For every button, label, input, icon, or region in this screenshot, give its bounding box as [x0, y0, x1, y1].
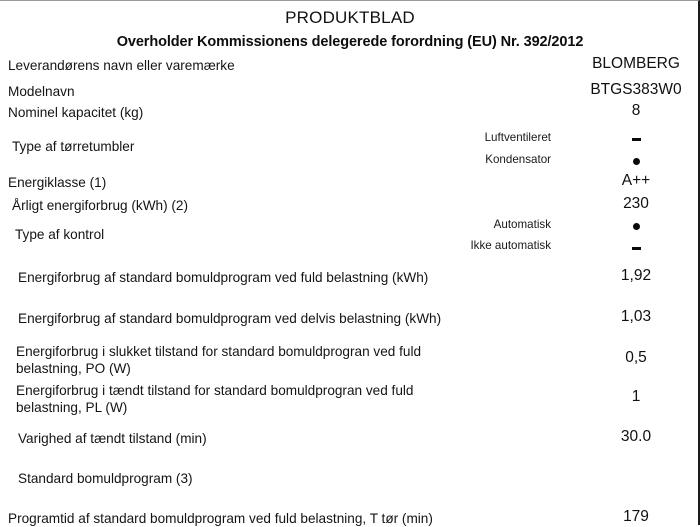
row-value-capacity: 8 [631, 102, 641, 119]
sublabel-condenser: Kondensator [485, 153, 551, 166]
row-label-annual-energy: Årligt energiforbrug (kWh) (2) [12, 198, 189, 213]
row-label-model: Modelnavn [8, 84, 75, 99]
marker-automatic [586, 220, 686, 234]
row-value-program-time-full: 179 [623, 508, 649, 525]
row-value-energy-full: 1,92 [620, 267, 652, 284]
row-label-energy-class: Energiklasse (1) [8, 175, 107, 190]
sublabel-non-automatic: Ikke automatisk [470, 239, 551, 252]
sublabel-automatic: Automatisk [493, 218, 551, 231]
row-value-energy-on-mode: 1 [631, 388, 641, 405]
row-value-on-mode-duration: 30.0 [620, 428, 652, 445]
marker-non-automatic [586, 242, 686, 256]
row-label-on-mode-duration: Varighed af tændt tilstand (min) [18, 431, 207, 446]
dash-icon [632, 138, 641, 141]
row-value-annual-energy: 230 [623, 195, 649, 212]
row-label-program-time-full: Programtid af standard bomuldprogram ved fuld belastning, T tør (min) [8, 511, 433, 526]
marker-air-vented [586, 133, 686, 147]
row-label-supplier: Leverandørens navn eller varemærke [8, 58, 235, 73]
row-value-energy-class: A++ [621, 172, 651, 189]
row-label-energy-partial: Energiforbrug af standard bomuldprogram ved delvis belastning (kWh) [18, 311, 442, 326]
row-label-energy-on-mode: Energiforbrug i tændt tilstand for standard bomuldprogran ved fuld belastning, PL (W) [16, 383, 418, 415]
dash-icon [632, 247, 641, 250]
dot-icon [633, 158, 640, 165]
row-value-supplier: BLOMBERG [592, 55, 680, 72]
row-value-energy-partial: 1,03 [620, 308, 652, 325]
regulation-subtitle: Overholder Kommissionens delegerede forordning (EU) Nr. 392/2012 [116, 34, 584, 50]
row-label-energy-off-mode: Energiforbrug i slukket tilstand for standard bomuldprogran ved fuld belastning, PO (W) [16, 344, 425, 376]
row-label-capacity: Nominel kapacitet (kg) [8, 105, 144, 120]
row-label-standard-program: Standard bomuldprogram (3) [18, 471, 193, 486]
row-label-dryer-type: Type af tørretumbler [12, 139, 135, 154]
page-title: PRODUKTBLAD [285, 8, 415, 27]
dot-icon [633, 223, 640, 230]
row-label-control-type: Type af kontrol [15, 227, 105, 242]
row-value-energy-off-mode: 0,5 [625, 349, 647, 366]
sublabel-air-vented: Luftventileret [484, 131, 551, 144]
row-label-energy-full: Energiforbrug af standard bomuldprogram ved fuld belastning (kWh) [18, 270, 429, 285]
row-value-model: BTGS383W0 [590, 81, 682, 98]
marker-condenser [586, 155, 686, 169]
